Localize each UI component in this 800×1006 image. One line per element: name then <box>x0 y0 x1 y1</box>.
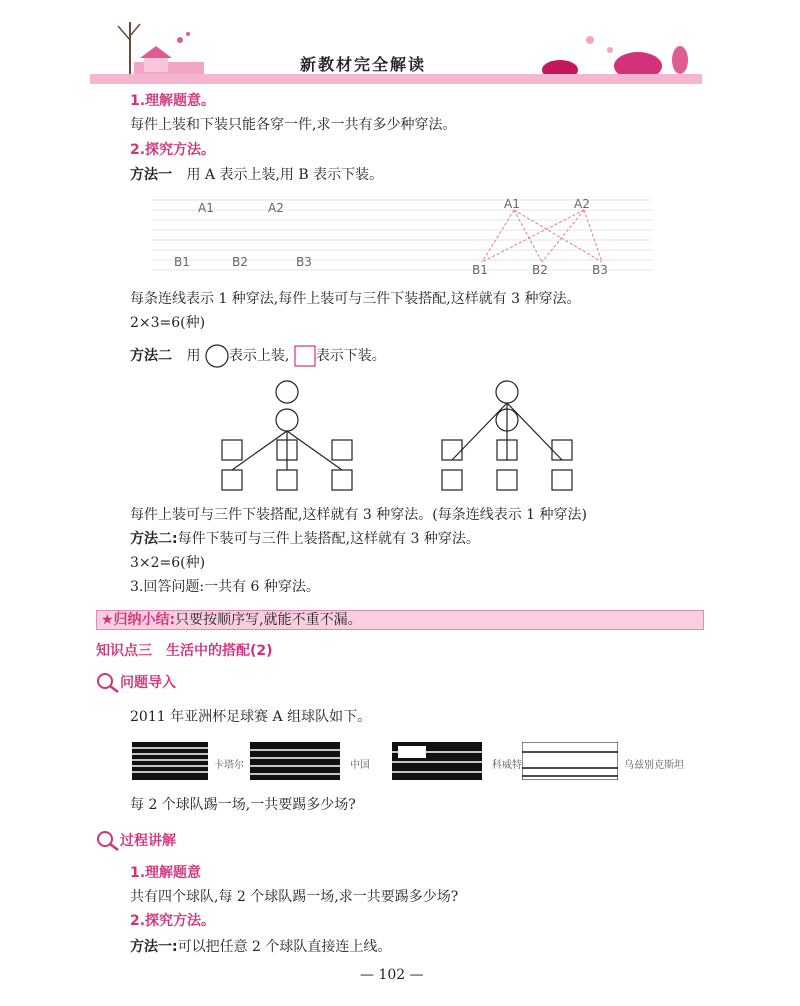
team-name-4: 乌兹别克斯坦 <box>624 760 684 771</box>
page-header-title: 新教材完全解读 <box>300 55 427 74</box>
k3-step2-heading: 2.探究方法。 <box>130 913 216 929</box>
fig1-left-bottom-b2: B2 <box>232 255 248 269</box>
header-decoration-right <box>520 20 700 80</box>
square-symbol-icon <box>294 345 316 367</box>
fig1-left-top-a1: A1 <box>198 201 214 215</box>
method2-text-a: 用 <box>186 348 201 364</box>
page-number: — 102 — <box>360 967 424 983</box>
figure-a-b-lines <box>152 192 652 278</box>
method2-line <box>130 344 386 368</box>
k3-step1-text: 共有四个球队,每 2 个球队踢一场,求一共要踢多少场? <box>130 889 459 905</box>
answer-line: 3.回答问题:一共有 6 种穿法。 <box>130 579 320 595</box>
step2-heading: 2.探究方法。 <box>130 142 216 158</box>
header-band <box>90 74 702 84</box>
flag-qatar <box>132 742 208 780</box>
k3-method1-line <box>130 938 391 956</box>
summary-label: ★归纳小结: <box>101 612 176 628</box>
flag-china <box>250 742 340 780</box>
fig1-right-top-a1: A1 <box>504 197 520 211</box>
process-label: 过程讲解 <box>120 833 176 849</box>
summary-text: 只要按顺序写,就能不重不漏。 <box>175 612 362 628</box>
fig1-right-bottom-b2: B2 <box>532 263 548 277</box>
method2-text-b: 表示上装, <box>228 348 290 364</box>
step1-heading: 1.理解题意。 <box>130 93 216 109</box>
section-title: 知识点三 生活中的搭配(2) <box>96 643 273 659</box>
figure-circles-squares <box>200 376 600 498</box>
step1-text: 每件上装和下装只能各穿一件,求一共有多少种穿法。 <box>130 117 457 133</box>
intro-heading <box>96 672 176 694</box>
fig1-left-bottom-b1: B1 <box>174 255 190 269</box>
method1-text: 用 A 表示上装,用 B 表示下装。 <box>186 167 384 183</box>
equation-2: 3×2=6(种) <box>130 555 206 571</box>
team-name-1: 卡塔尔 <box>214 760 244 771</box>
k3-method1-text: 可以把任意 2 个球队直接连上线。 <box>177 939 392 955</box>
intro-label: 问题导入 <box>120 675 176 691</box>
flag-kuwait <box>392 742 482 780</box>
explanation-2: 每件上装可与三件下装搭配,这样就有 3 种穿法。(每条连线表示 1 种穿法) <box>130 507 587 523</box>
method2-text-c: 表示下装。 <box>315 348 386 364</box>
team-name-3: 科威特 <box>492 760 522 771</box>
fig1-left-top-a2: A2 <box>268 201 284 215</box>
method2-label: 方法二 <box>130 348 172 364</box>
fig1-right-bottom-b3: B3 <box>592 263 608 277</box>
k3-method1-label: 方法一: <box>130 939 178 955</box>
method2-alt-label: 方法二: <box>130 531 178 547</box>
flag-uzbekistan <box>522 742 618 780</box>
magnifier-icon <box>96 672 120 694</box>
equation-1: 2×3=6(种) <box>130 315 206 331</box>
explanation-1: 每条连线表示 1 种穿法,每件上装可与三件下装搭配,这样就有 3 种穿法。 <box>130 291 581 307</box>
summary-box <box>96 610 704 630</box>
header-decoration-left <box>96 10 206 80</box>
fig1-left-bottom-b3: B3 <box>296 255 312 269</box>
intro-text: 2011 年亚洲杯足球赛 A 组球队如下。 <box>130 709 372 725</box>
method1-label: 方法一 <box>130 167 172 183</box>
question-text: 每 2 个球队踢一场,一共要踢多少场? <box>130 797 356 813</box>
team-name-2: 中国 <box>350 760 370 771</box>
method2-alt-line <box>130 530 480 548</box>
method2-alt-text: 每件下装可与三件上装搭配,这样就有 3 种穿法。 <box>177 531 480 547</box>
circle-symbol-icon <box>205 344 229 368</box>
team-flags-row <box>110 738 700 784</box>
fig1-right-top-a2: A2 <box>574 197 590 211</box>
magnifier-icon <box>96 830 120 852</box>
k3-step1-heading: 1.理解题意 <box>130 865 202 881</box>
fig1-right-bottom-b1: B1 <box>472 263 488 277</box>
process-heading <box>96 830 176 852</box>
method1-line <box>130 166 383 184</box>
